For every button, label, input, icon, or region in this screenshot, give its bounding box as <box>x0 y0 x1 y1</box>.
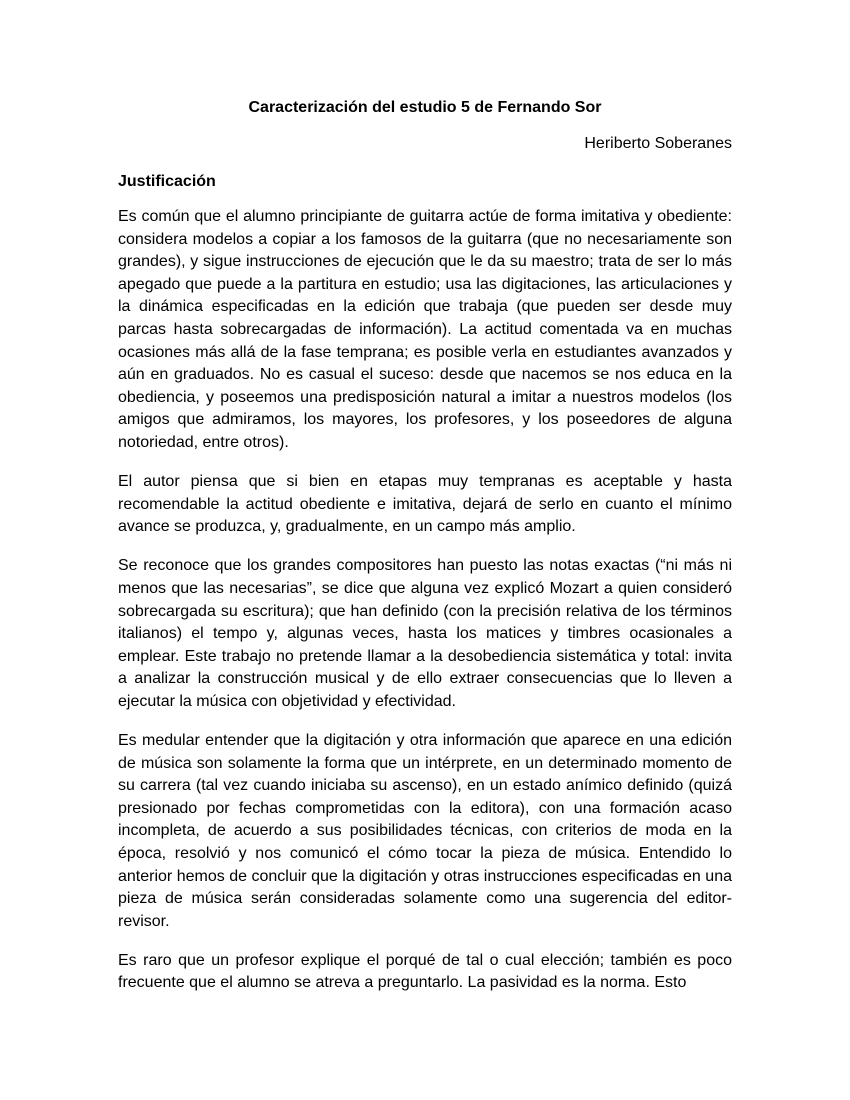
document-title: Caracterización del estudio 5 de Fernando Sor <box>248 99 602 116</box>
paragraph: Es común que el alumno principiante de guitarra actúe de forma imitativa y obediente: considera modelos a copiar a los famosos de la guitarra (que no necesariamente son grandes), y sigue instrucciones de ejecución que le da su maestro; trata de ser lo más apegado que puede a la partitura en estudio; usa las digitaciones, las articulaciones y la dinámica especificadas en la edición que trabaja (que pueden ser desde muy parcas hasta sobrecargadas de información). La actitud comentada va en muchas ocasiones más allá de la fase temprana; es posible verla en estudiantes avanzados y aún en graduados. No es casual el suceso: desde que nacemos se nos educa en la obediencia, y poseemos una predisposición natural a imitar a nuestros modelos (los amigos que admiramos, los mayores, los profesores, y los poseedores de alguna notoriedad, entre otros). <box>118 208 732 451</box>
paragraph: Es medular entender que la digitación y otra información que aparece en una edición de música son solamente la forma que un intérprete, en un determinado momento de su carrera (tal vez cuando iniciaba su ascenso), en un estado anímico definido (quizá presionado por fechas comprometidas con la editora), con una formación acaso incompleta, de acuerdo a sus posibilidades técnicas, con criterios de moda en la época, resolvió y nos comunicó el cómo tocar la pieza de música. Entendido lo anterior hemos de concluir que la digitación y otras instrucciones especificadas en una pieza de música serán consideradas solamente como una sugerencia del editor-revisor. <box>118 731 732 930</box>
paragraph: El autor piensa que si bien en etapas muy tempranas es aceptable y hasta recomendable la actitud obediente e imitativa, dejará de serlo en cuanto el mínimo avance se produzca, y, gradualmente, en un campo más amplio. <box>118 473 732 536</box>
author-name: Heriberto Soberanes <box>584 135 732 152</box>
body-text <box>118 206 732 1012</box>
paragraph: Se reconoce que los grandes compositores han puesto las notas exactas (“ni más ni menos que las necesarias”, se dice que alguna vez explicó Mozart a quien consideró sobrecargada su escritura); que han definido (con la precisión relativa de los términos italianos) el tempo y, algunas veces, hasta los matices y timbres ocasionales a emplear. Este trabajo no pretende llamar a la desobediencia sistemática y total: invita a analizar la construcción musical y de ello extraer consecuencias que lo lleven a ejecutar la música con objetividad y efectividad. <box>118 557 732 710</box>
paragraph: Es raro que un profesor explique el porqué de tal o cual elección; también es poco frecuente que el alumno se atreva a preguntarlo. La pasividad es la norma. Esto <box>118 951 732 992</box>
section-heading: Justificación <box>118 173 216 190</box>
